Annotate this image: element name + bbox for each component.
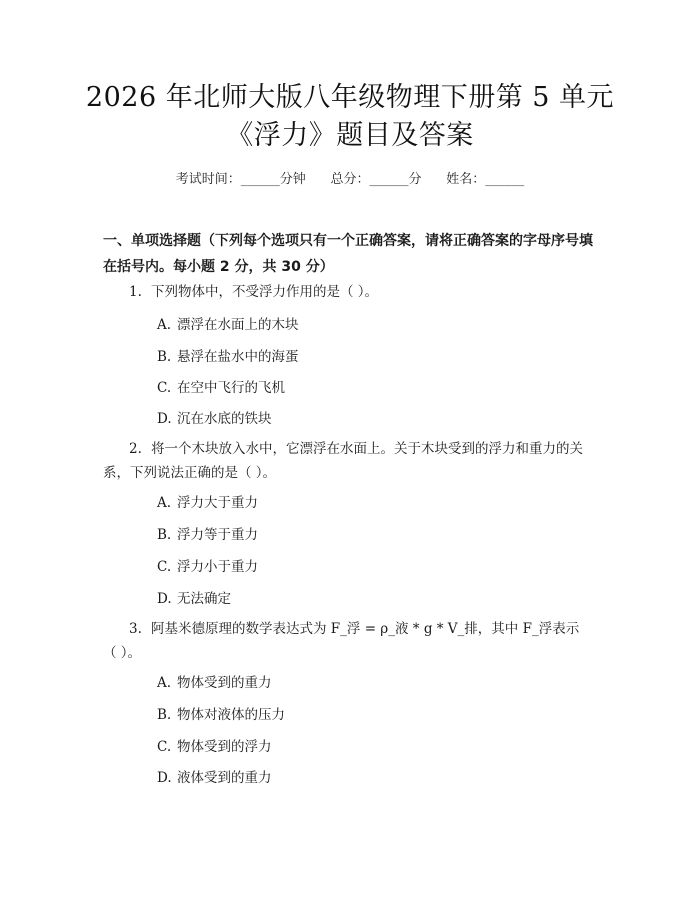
option-2b (157, 525, 258, 545)
option-1c (157, 378, 285, 398)
option-letter: C. (157, 739, 172, 755)
option-text: 无法确定 (177, 591, 231, 607)
option-text: 漂浮在水面上的木块 (177, 317, 299, 333)
option-text: 物体受到的浮力 (177, 739, 272, 755)
document-title-line-1: 2026 年北师大版八年级物理下册第 5 单元 (85, 82, 615, 113)
option-letter: C. (157, 559, 172, 575)
option-1d (157, 409, 272, 429)
option-letter: A. (157, 675, 172, 691)
question-number: 1. (129, 284, 142, 300)
option-text: 浮力大于重力 (177, 495, 258, 511)
option-2c (157, 557, 258, 577)
option-2d (157, 589, 231, 609)
option-text: 浮力等于重力 (177, 527, 258, 543)
option-1a (157, 315, 299, 335)
option-1b (157, 347, 299, 367)
question-1 (103, 280, 603, 304)
option-3b (157, 705, 285, 725)
option-letter: B. (157, 349, 172, 365)
option-letter: B. (157, 707, 172, 723)
question-text-line-2: 系，下列说法正确的是（ ）。 (103, 465, 277, 481)
option-text: 物体受到的重力 (177, 675, 272, 691)
section-heading-line-2: 在括号内。每小题 2 分，共 30 分） (103, 259, 334, 275)
document-title-line-2: 《浮力》题目及答案 (226, 120, 474, 151)
question-text-line-1: 将一个木块放入水中，它漂浮在水面上。关于木块受到的浮力和重力的关 (151, 441, 583, 457)
option-text: 沉在水底的铁块 (177, 411, 272, 427)
option-letter: B. (157, 527, 172, 543)
option-text: 浮力小于重力 (177, 559, 258, 575)
option-3d (157, 768, 272, 788)
question-2 (103, 437, 603, 485)
question-3 (103, 617, 603, 665)
section-heading-line-1: 一、单项选择题（下列每个选项只有一个正确答案，请将正确答案的字母序号填 (103, 233, 593, 249)
option-3c (157, 737, 272, 757)
option-2a (157, 493, 258, 513)
exam-meta-info: 考试时间：______分钟 总分：______分 姓名：______ (175, 172, 525, 187)
option-text: 液体受到的重力 (177, 770, 272, 786)
option-letter: C. (157, 380, 172, 396)
option-letter: D. (157, 591, 172, 607)
option-text: 在空中飞行的飞机 (177, 380, 285, 396)
question-number: 3. (129, 621, 142, 637)
option-3a (157, 673, 272, 693)
option-letter: D. (157, 411, 172, 427)
option-text: 悬浮在盐水中的海蛋 (177, 349, 299, 365)
question-text-line-2: （ ）。 (103, 645, 142, 661)
section-heading (103, 228, 603, 280)
question-text-line-1: 下列物体中，不受浮力作用的是（ ）。 (151, 284, 379, 300)
question-number: 2. (129, 441, 142, 457)
option-letter: D. (157, 770, 172, 786)
option-letter: A. (157, 495, 172, 511)
option-text: 物体对液体的压力 (177, 707, 285, 723)
option-letter: A. (157, 317, 172, 333)
question-text-line-1: 阿基米德原理的数学表达式为 F_浮 = ρ_液 * g * V_排，其中 F_浮表示 (151, 621, 580, 637)
